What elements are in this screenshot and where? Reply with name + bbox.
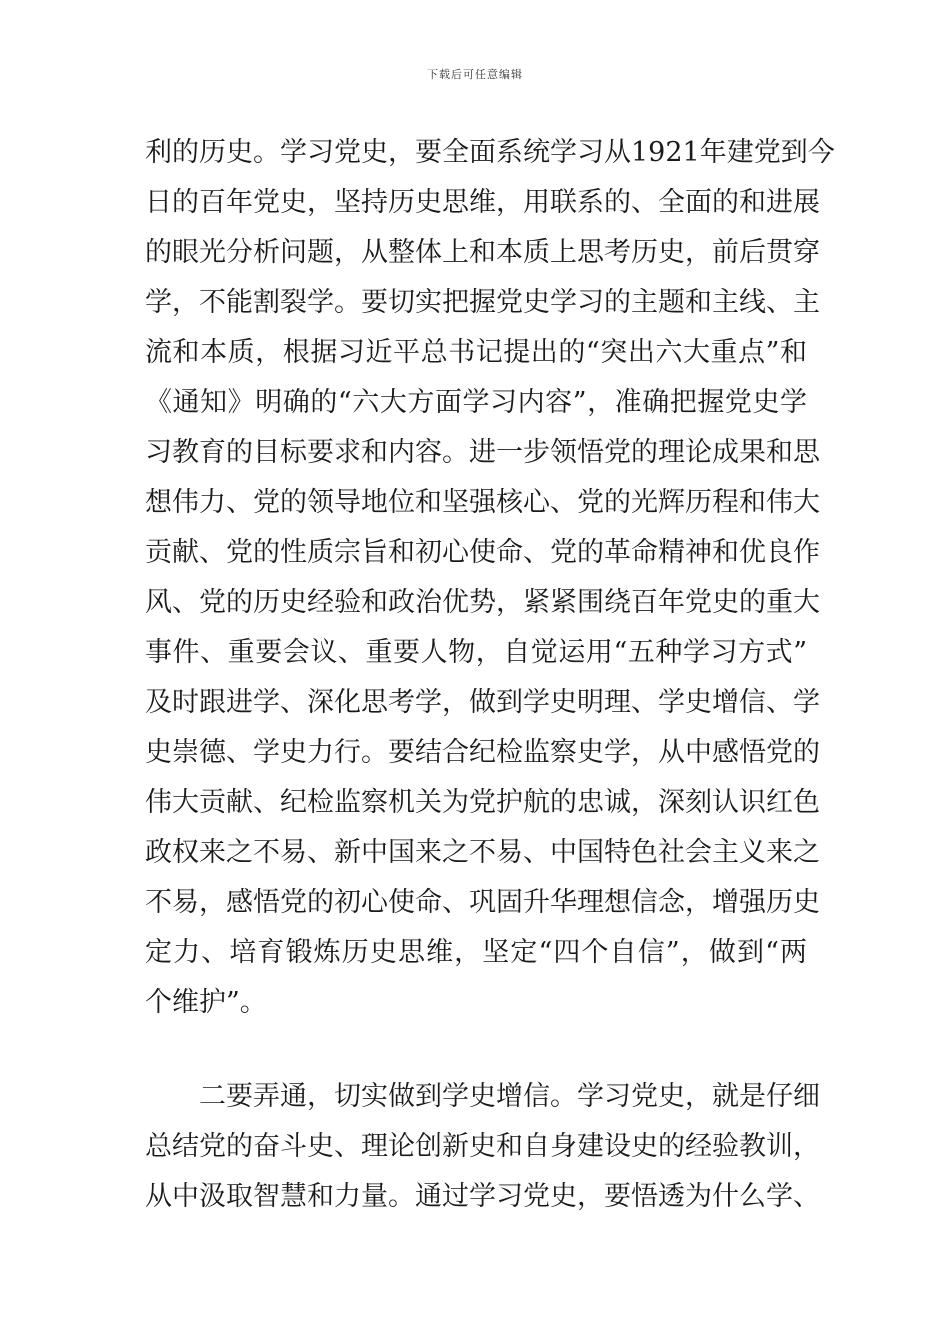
text-line: 日的百年党史，坚持历史思维，用联系的、全面的和进展 — [145, 187, 820, 218]
text-line: 风、党的历史经验和政治优势，紧紧围绕百年党史的重大 — [145, 587, 820, 618]
text-line: 个维护”。 — [145, 987, 267, 1018]
text-line: 政权来之不易、新中国来之不易、中国特色社会主义来之 — [145, 837, 820, 868]
paragraph-1 — [145, 128, 835, 1028]
text-line: 的眼光分析问题，从整体上和本质上思考历史，前后贯穿 — [145, 237, 820, 268]
text-line: 从中汲取智慧和力量。通过学习党史，要悟透为什么学、 — [145, 1181, 820, 1212]
text-line: 及时跟进学、深化思考学，做到学史明理、学史增信、学 — [145, 687, 820, 718]
text-line: 贡献、党的性质宗旨和初心使命、党的革命精神和优良作 — [145, 537, 820, 568]
text-line: 定力、培育锻炼历史思维，坚定“四个自信”，做到“两 — [145, 937, 807, 968]
text-line: 想伟力、党的领导地位和坚强核心、党的光辉历程和伟大 — [145, 487, 820, 518]
text-line: 总结党的奋斗史、理论创新史和自身建设史的经验教训， — [145, 1131, 820, 1162]
text-line: 事件、重要会议、重要人物，自觉运用“五种学习方式” — [145, 637, 807, 668]
text-line: 流和本质，根据习近平总书记提出的“突出六大重点”和 — [145, 337, 807, 368]
text-line: 学，不能割裂学。要切实把握党史学习的主题和主线、主 — [145, 287, 820, 318]
page-header: 下载后可任意编辑 — [427, 68, 523, 81]
text-line: 二要弄通，切实做到学史增信。学习党史，就是仔细 — [145, 1081, 820, 1112]
text-line: 不易，感悟党的初心使命、巩固升华理想信念，增强历史 — [145, 887, 820, 918]
text-line: 伟大贡献、纪检监察机关为党护航的忠诚，深刻认识红色 — [145, 787, 820, 818]
text-line: 利的历史。学习党史，要全面系统学习从1921年建党到今 — [145, 137, 835, 168]
text-line: 习教育的目标要求和内容。进一步领悟党的理论成果和思 — [145, 437, 820, 468]
text-line: 史崇德、学史力行。要结合纪检监察史学，从中感悟党的 — [145, 737, 820, 768]
paragraph-2 — [145, 1072, 820, 1222]
text-line: 《通知》明确的“六大方面学习内容”，准确把握党史学 — [145, 387, 807, 418]
